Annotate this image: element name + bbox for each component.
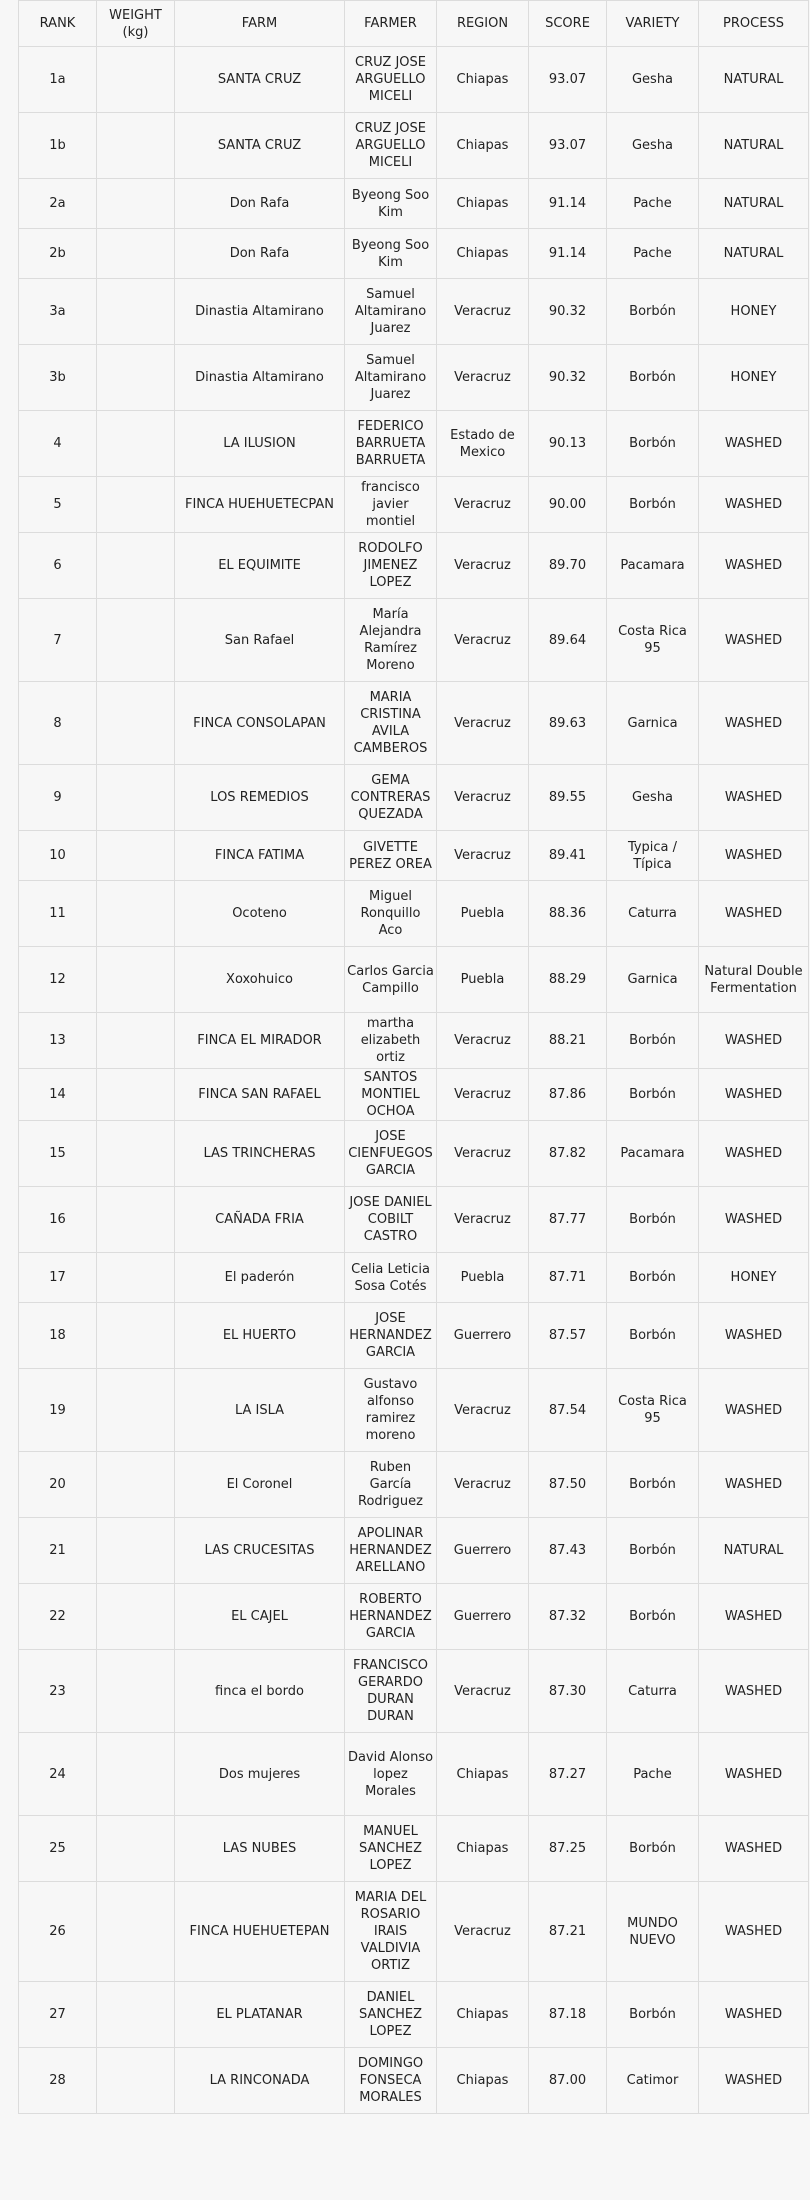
table-row <box>19 1187 809 1253</box>
cell-region: Estado de Mexico <box>437 411 529 477</box>
cell-region: Chiapas <box>437 113 529 179</box>
col-header-process[interactable]: PROCESS <box>699 1 809 47</box>
table-row <box>19 881 809 947</box>
cell-farm: LAS TRINCHERAS <box>175 1121 345 1187</box>
cell-region: Veracruz <box>437 682 529 765</box>
cell-process: WASHED <box>699 1816 809 1882</box>
cell-score: 89.55 <box>529 765 607 831</box>
cell-process: WASHED <box>699 1733 809 1816</box>
cell-weight <box>97 1187 175 1253</box>
cell-variety: Borbón <box>607 1982 699 2048</box>
cell-process: NATURAL <box>699 179 809 229</box>
cell-score: 87.71 <box>529 1253 607 1303</box>
cell-weight <box>97 1452 175 1518</box>
cell-score: 87.77 <box>529 1187 607 1253</box>
cell-region: Veracruz <box>437 1369 529 1452</box>
cell-rank: 2a <box>19 179 97 229</box>
cell-weight <box>97 1121 175 1187</box>
cell-variety: Garnica <box>607 682 699 765</box>
cell-farm: Dos mujeres <box>175 1733 345 1816</box>
cell-rank: 10 <box>19 831 97 881</box>
cell-farmer: DOMINGO FONSECA MORALES <box>345 2048 437 2114</box>
cell-weight <box>97 881 175 947</box>
cell-farm: FINCA EL MIRADOR <box>175 1013 345 1069</box>
cell-farmer: DANIEL SANCHEZ LOPEZ <box>345 1982 437 2048</box>
cell-weight <box>97 765 175 831</box>
cell-weight <box>97 1982 175 2048</box>
cell-farm: SANTA CRUZ <box>175 113 345 179</box>
table-row <box>19 1452 809 1518</box>
table-row <box>19 1369 809 1452</box>
cell-rank: 15 <box>19 1121 97 1187</box>
cell-rank: 24 <box>19 1733 97 1816</box>
cell-region: Veracruz <box>437 1882 529 1982</box>
cell-farmer: MANUEL SANCHEZ LOPEZ <box>345 1816 437 1882</box>
cell-score: 87.30 <box>529 1650 607 1733</box>
cell-variety: Garnica <box>607 947 699 1013</box>
cell-weight <box>97 113 175 179</box>
cell-region: Puebla <box>437 1253 529 1303</box>
cell-process: WASHED <box>699 533 809 599</box>
cell-score: 87.27 <box>529 1733 607 1816</box>
cell-farm: EL HUERTO <box>175 1303 345 1369</box>
col-header-weight[interactable]: WEIGHT (kg) <box>97 1 175 47</box>
cell-process: WASHED <box>699 1452 809 1518</box>
col-header-rank[interactable]: RANK <box>19 1 97 47</box>
cell-score: 90.13 <box>529 411 607 477</box>
cell-farmer: FRANCISCO GERARDO DURAN DURAN <box>345 1650 437 1733</box>
cell-process: HONEY <box>699 345 809 411</box>
cell-process: WASHED <box>699 765 809 831</box>
cell-rank: 14 <box>19 1069 97 1121</box>
cell-farmer: APOLINAR HERNANDEZ ARELLANO <box>345 1518 437 1584</box>
cell-region: Veracruz <box>437 1121 529 1187</box>
cell-rank: 16 <box>19 1187 97 1253</box>
cell-variety: Borbón <box>607 411 699 477</box>
cell-variety: Costa Rica 95 <box>607 599 699 682</box>
cell-farm: LA RINCONADA <box>175 2048 345 2114</box>
cell-process: WASHED <box>699 1187 809 1253</box>
table-row <box>19 682 809 765</box>
cell-rank: 20 <box>19 1452 97 1518</box>
cell-region: Chiapas <box>437 1733 529 1816</box>
cell-score: 87.57 <box>529 1303 607 1369</box>
cell-weight <box>97 1816 175 1882</box>
table-body <box>19 47 809 2114</box>
cell-score: 90.32 <box>529 345 607 411</box>
cell-score: 87.86 <box>529 1069 607 1121</box>
table-row <box>19 1882 809 1982</box>
cell-farmer: JOSE HERNANDEZ GARCIA <box>345 1303 437 1369</box>
cell-weight <box>97 1303 175 1369</box>
cell-farmer: Byeong Soo Kim <box>345 179 437 229</box>
cell-farmer: francisco javier montiel <box>345 477 437 533</box>
cell-farmer: FEDERICO BARRUETA BARRUETA <box>345 411 437 477</box>
cell-farm: FINCA FATIMA <box>175 831 345 881</box>
cell-rank: 22 <box>19 1584 97 1650</box>
cell-score: 87.54 <box>529 1369 607 1452</box>
cell-weight <box>97 411 175 477</box>
cell-score: 90.00 <box>529 477 607 533</box>
cell-process: WASHED <box>699 599 809 682</box>
cell-variety: Catimor <box>607 2048 699 2114</box>
cell-rank: 18 <box>19 1303 97 1369</box>
cell-region: Guerrero <box>437 1303 529 1369</box>
table-row <box>19 1253 809 1303</box>
table-row <box>19 345 809 411</box>
cell-rank: 17 <box>19 1253 97 1303</box>
cell-process: NATURAL <box>699 1518 809 1584</box>
cell-process: WASHED <box>699 881 809 947</box>
col-header-farm[interactable]: FARM <box>175 1 345 47</box>
cell-farmer: MARIA CRISTINA AVILA CAMBEROS <box>345 682 437 765</box>
cell-process: Natural Double Fermentation <box>699 947 809 1013</box>
cell-farmer: David Alonso lopez Morales <box>345 1733 437 1816</box>
cell-farm: Don Rafa <box>175 179 345 229</box>
cell-farmer: ROBERTO HERNANDEZ GARCIA <box>345 1584 437 1650</box>
cell-score: 93.07 <box>529 47 607 113</box>
table-row <box>19 1816 809 1882</box>
table-row <box>19 113 809 179</box>
table-row <box>19 1303 809 1369</box>
cell-farm: EL PLATANAR <box>175 1982 345 2048</box>
cell-score: 87.50 <box>529 1452 607 1518</box>
cell-process: NATURAL <box>699 229 809 279</box>
cell-farm: Dinastia Altamirano <box>175 279 345 345</box>
col-header-region[interactable]: REGION <box>437 1 529 47</box>
table-row <box>19 831 809 881</box>
cell-farm: FINCA SAN RAFAEL <box>175 1069 345 1121</box>
cell-region: Veracruz <box>437 1013 529 1069</box>
cell-farmer: Gustavo alfonso ramirez moreno <box>345 1369 437 1452</box>
table-row <box>19 47 809 113</box>
results-table-container <box>18 0 808 2114</box>
cell-weight <box>97 179 175 229</box>
cell-score: 87.32 <box>529 1584 607 1650</box>
cell-variety: Borbón <box>607 1253 699 1303</box>
cell-score: 93.07 <box>529 113 607 179</box>
table-row <box>19 765 809 831</box>
cell-score: 88.21 <box>529 1013 607 1069</box>
cell-region: Puebla <box>437 881 529 947</box>
cell-score: 87.21 <box>529 1882 607 1982</box>
cell-process: WASHED <box>699 1369 809 1452</box>
cell-rank: 3a <box>19 279 97 345</box>
col-header-variety[interactable]: VARIETY <box>607 1 699 47</box>
cell-rank: 26 <box>19 1882 97 1982</box>
cell-score: 87.82 <box>529 1121 607 1187</box>
cell-rank: 4 <box>19 411 97 477</box>
cell-score: 87.00 <box>529 2048 607 2114</box>
cell-rank: 21 <box>19 1518 97 1584</box>
cell-variety: Gesha <box>607 47 699 113</box>
cell-farm: LAS CRUCESITAS <box>175 1518 345 1584</box>
cell-farm: San Rafael <box>175 599 345 682</box>
cell-farm: EL EQUIMITE <box>175 533 345 599</box>
cell-region: Chiapas <box>437 47 529 113</box>
cell-region: Puebla <box>437 947 529 1013</box>
cell-weight <box>97 533 175 599</box>
cell-region: Veracruz <box>437 1452 529 1518</box>
cell-process: NATURAL <box>699 113 809 179</box>
cell-score: 89.70 <box>529 533 607 599</box>
cell-farmer: martha elizabeth ortiz <box>345 1013 437 1069</box>
cell-farmer: María Alejandra Ramírez Moreno <box>345 599 437 682</box>
cell-weight <box>97 1069 175 1121</box>
table-row <box>19 1982 809 2048</box>
cell-farm: FINCA CONSOLAPAN <box>175 682 345 765</box>
cell-weight <box>97 1013 175 1069</box>
cell-farmer: GEMA CONTRERAS QUEZADA <box>345 765 437 831</box>
table-row <box>19 947 809 1013</box>
cell-region: Chiapas <box>437 1982 529 2048</box>
cell-weight <box>97 1882 175 1982</box>
cell-weight <box>97 1733 175 1816</box>
cell-rank: 19 <box>19 1369 97 1452</box>
cell-weight <box>97 2048 175 2114</box>
cell-rank: 9 <box>19 765 97 831</box>
cell-variety: Caturra <box>607 881 699 947</box>
cell-weight <box>97 599 175 682</box>
cell-variety: Gesha <box>607 765 699 831</box>
cell-score: 89.41 <box>529 831 607 881</box>
cell-process: WASHED <box>699 1121 809 1187</box>
cell-score: 91.14 <box>529 179 607 229</box>
col-header-score[interactable]: SCORE <box>529 1 607 47</box>
cell-region: Veracruz <box>437 765 529 831</box>
cell-score: 88.29 <box>529 947 607 1013</box>
cell-rank: 7 <box>19 599 97 682</box>
cell-farm: FINCA HUEHUETECPAN <box>175 477 345 533</box>
table-row <box>19 1733 809 1816</box>
cell-rank: 13 <box>19 1013 97 1069</box>
cell-variety: Borbón <box>607 345 699 411</box>
cell-region: Veracruz <box>437 1187 529 1253</box>
cell-variety: Pacamara <box>607 533 699 599</box>
cell-weight <box>97 1518 175 1584</box>
cell-rank: 27 <box>19 1982 97 2048</box>
cell-weight <box>97 1369 175 1452</box>
table-row <box>19 1584 809 1650</box>
cell-farmer: Ruben García Rodriguez <box>345 1452 437 1518</box>
table-row <box>19 1518 809 1584</box>
cell-farmer: Byeong Soo Kim <box>345 229 437 279</box>
table-row <box>19 411 809 477</box>
cell-farm: El Coronel <box>175 1452 345 1518</box>
cell-farm: Don Rafa <box>175 229 345 279</box>
cell-farmer: MARIA DEL ROSARIO IRAIS VALDIVIA ORTIZ <box>345 1882 437 1982</box>
cell-process: WASHED <box>699 1882 809 1982</box>
cell-region: Veracruz <box>437 345 529 411</box>
cell-rank: 25 <box>19 1816 97 1882</box>
table-row <box>19 477 809 533</box>
cell-variety: Typica / Típica <box>607 831 699 881</box>
cell-region: Veracruz <box>437 831 529 881</box>
cell-farm: SANTA CRUZ <box>175 47 345 113</box>
table-row <box>19 1013 809 1069</box>
table-row <box>19 179 809 229</box>
cell-process: WASHED <box>699 411 809 477</box>
cell-farmer: Samuel Altamirano Juarez <box>345 345 437 411</box>
cell-farmer: CRUZ JOSE ARGUELLO MICELI <box>345 113 437 179</box>
cell-region: Guerrero <box>437 1584 529 1650</box>
cell-process: WASHED <box>699 1650 809 1733</box>
cell-variety: Pache <box>607 179 699 229</box>
cell-variety: Borbón <box>607 1518 699 1584</box>
cell-region: Chiapas <box>437 2048 529 2114</box>
cell-score: 91.14 <box>529 229 607 279</box>
cell-weight <box>97 345 175 411</box>
cell-process: WASHED <box>699 1303 809 1369</box>
cell-process: WASHED <box>699 1584 809 1650</box>
cell-farmer: Miguel Ronquillo Aco <box>345 881 437 947</box>
cell-farm: LA ISLA <box>175 1369 345 1452</box>
cell-rank: 23 <box>19 1650 97 1733</box>
table-row <box>19 229 809 279</box>
cell-weight <box>97 477 175 533</box>
cell-weight <box>97 1650 175 1733</box>
cell-rank: 11 <box>19 881 97 947</box>
col-header-farmer[interactable]: FARMER <box>345 1 437 47</box>
cell-farmer: JOSE CIENFUEGOS GARCIA <box>345 1121 437 1187</box>
cell-farmer: Celia Leticia Sosa Cotés <box>345 1253 437 1303</box>
header-row <box>19 1 809 47</box>
cell-variety: Borbón <box>607 1816 699 1882</box>
cell-farmer: CRUZ JOSE ARGUELLO MICELI <box>345 47 437 113</box>
cell-weight <box>97 47 175 113</box>
table-row <box>19 2048 809 2114</box>
cell-variety: Pache <box>607 1733 699 1816</box>
results-table <box>18 0 809 2114</box>
cell-rank: 1a <box>19 47 97 113</box>
cell-process: WASHED <box>699 2048 809 2114</box>
cell-rank: 8 <box>19 682 97 765</box>
cell-weight <box>97 229 175 279</box>
cell-region: Veracruz <box>437 1650 529 1733</box>
cell-weight <box>97 831 175 881</box>
cell-weight <box>97 682 175 765</box>
cell-farm: LAS NUBES <box>175 1816 345 1882</box>
cell-variety: Pache <box>607 229 699 279</box>
cell-process: WASHED <box>699 477 809 533</box>
cell-variety: Borbón <box>607 1069 699 1121</box>
cell-variety: Costa Rica 95 <box>607 1369 699 1452</box>
cell-region: Chiapas <box>437 1816 529 1882</box>
cell-farmer: Carlos Garcia Campillo <box>345 947 437 1013</box>
table-row <box>19 1650 809 1733</box>
cell-variety: Borbón <box>607 477 699 533</box>
cell-farmer: GIVETTE PEREZ OREA <box>345 831 437 881</box>
cell-region: Guerrero <box>437 1518 529 1584</box>
cell-score: 89.64 <box>529 599 607 682</box>
cell-rank: 5 <box>19 477 97 533</box>
cell-farm: LOS REMEDIOS <box>175 765 345 831</box>
cell-farmer: Samuel Altamirano Juarez <box>345 279 437 345</box>
cell-score: 87.43 <box>529 1518 607 1584</box>
cell-score: 87.25 <box>529 1816 607 1882</box>
cell-variety: Borbón <box>607 1303 699 1369</box>
table-row <box>19 1121 809 1187</box>
cell-weight <box>97 1584 175 1650</box>
cell-farm: El paderón <box>175 1253 345 1303</box>
cell-farm: LA ILUSION <box>175 411 345 477</box>
table-row <box>19 1069 809 1121</box>
cell-score: 88.36 <box>529 881 607 947</box>
cell-region: Chiapas <box>437 229 529 279</box>
cell-variety: Caturra <box>607 1650 699 1733</box>
cell-process: WASHED <box>699 1013 809 1069</box>
cell-farm: Ocoteno <box>175 881 345 947</box>
cell-farm: EL CAJEL <box>175 1584 345 1650</box>
cell-variety: Borbón <box>607 279 699 345</box>
cell-farmer: SANTOS MONTIEL OCHOA <box>345 1069 437 1121</box>
cell-variety: Pacamara <box>607 1121 699 1187</box>
cell-region: Veracruz <box>437 1069 529 1121</box>
cell-process: HONEY <box>699 1253 809 1303</box>
cell-region: Veracruz <box>437 533 529 599</box>
cell-rank: 2b <box>19 229 97 279</box>
cell-rank: 3b <box>19 345 97 411</box>
cell-farm: Dinastia Altamirano <box>175 345 345 411</box>
cell-process: WASHED <box>699 1069 809 1121</box>
cell-region: Veracruz <box>437 279 529 345</box>
cell-rank: 28 <box>19 2048 97 2114</box>
cell-farm: finca el bordo <box>175 1650 345 1733</box>
cell-rank: 1b <box>19 113 97 179</box>
cell-score: 87.18 <box>529 1982 607 2048</box>
cell-region: Chiapas <box>437 179 529 229</box>
cell-farmer: RODOLFO JIMENEZ LOPEZ <box>345 533 437 599</box>
cell-process: HONEY <box>699 279 809 345</box>
cell-farm: FINCA HUEHUETEPAN <box>175 1882 345 1982</box>
cell-weight <box>97 947 175 1013</box>
cell-variety: Borbón <box>607 1187 699 1253</box>
cell-variety: MUNDO NUEVO <box>607 1882 699 1982</box>
cell-score: 89.63 <box>529 682 607 765</box>
cell-farm: Xoxohuico <box>175 947 345 1013</box>
cell-process: WASHED <box>699 682 809 765</box>
cell-score: 90.32 <box>529 279 607 345</box>
cell-variety: Borbón <box>607 1452 699 1518</box>
cell-region: Veracruz <box>437 599 529 682</box>
cell-process: NATURAL <box>699 47 809 113</box>
cell-rank: 6 <box>19 533 97 599</box>
table-row <box>19 599 809 682</box>
cell-weight <box>97 279 175 345</box>
cell-variety: Borbón <box>607 1584 699 1650</box>
cell-farmer: JOSE DANIEL COBILT CASTRO <box>345 1187 437 1253</box>
cell-process: WASHED <box>699 831 809 881</box>
cell-region: Veracruz <box>437 477 529 533</box>
table-row <box>19 533 809 599</box>
cell-weight <box>97 1253 175 1303</box>
cell-variety: Borbón <box>607 1013 699 1069</box>
table-row <box>19 279 809 345</box>
cell-variety: Gesha <box>607 113 699 179</box>
cell-process: WASHED <box>699 1982 809 2048</box>
cell-farm: CAÑADA FRIA <box>175 1187 345 1253</box>
cell-rank: 12 <box>19 947 97 1013</box>
